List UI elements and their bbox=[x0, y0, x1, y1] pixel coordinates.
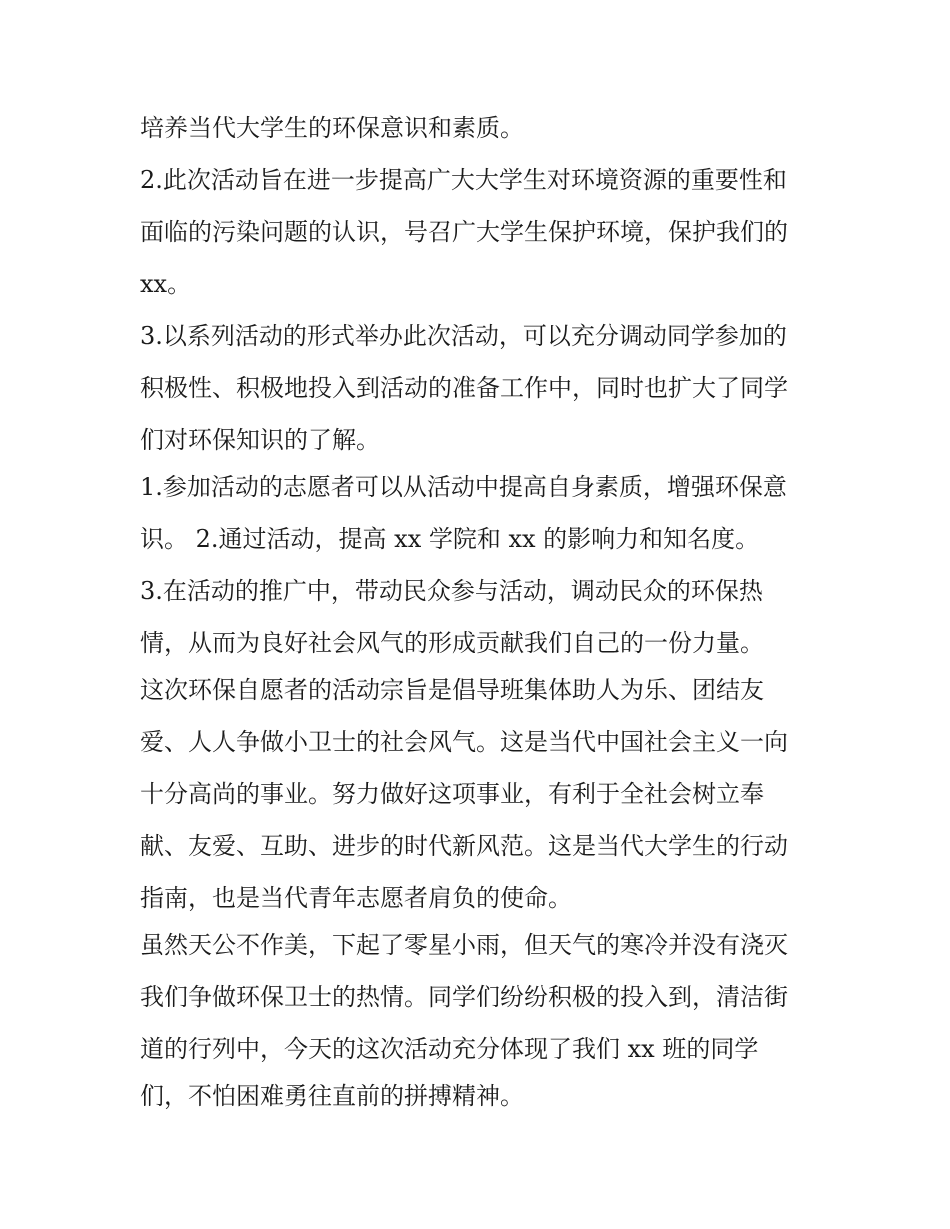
text-line: 情，从而为良好社会风气的形成贡献我们自己的一份力量。 bbox=[140, 629, 764, 657]
text-line: 爱、人人争做小卫士的社会风气。这是当代中国社会主义一向 bbox=[140, 728, 788, 756]
text-line: 这次环保自愿者的活动宗旨是倡导班集体助人为乐、团结友 bbox=[140, 676, 764, 704]
text-line: 识。 2.通过活动，提高 xx 学院和 xx 的影响力和知名度。 bbox=[140, 525, 760, 553]
text-line: 献、友爱、互助、进步的时代新风范。这是当代大学生的行动 bbox=[140, 832, 788, 860]
text-line: 培养当代大学生的环保意识和素质。 bbox=[140, 114, 524, 142]
text-line: 2.此次活动旨在进一步提高广大大学生对环境资源的重要性和 bbox=[140, 166, 787, 194]
text-line: 们对环保知识的了解。 bbox=[140, 426, 380, 454]
text-line: 十分高尚的事业。努力做好这项事业，有利于全社会树立奉 bbox=[140, 780, 764, 808]
text-line: 3.以系列活动的形式举办此次活动，可以充分调动同学参加的 bbox=[140, 322, 787, 350]
text-line: 们，不怕困难勇往直前的拼搏精神。 bbox=[140, 1082, 524, 1110]
text-line: xx。 bbox=[140, 270, 192, 298]
text-line: 虽然天公不作美，下起了零星小雨，但天气的寒冷并没有浇灭 bbox=[140, 931, 788, 959]
text-line: 面临的污染问题的认识，号召广大学生保护环境，保护我们的 bbox=[140, 218, 788, 246]
text-line: 指南，也是当代青年志愿者肩负的使命。 bbox=[140, 884, 572, 912]
text-line: 1.参加活动的志愿者可以从活动中提高自身素质，增强环保意 bbox=[140, 473, 787, 501]
text-line: 3.在活动的推广中，带动民众参与活动，调动民众的环保热 bbox=[140, 577, 763, 605]
text-line: 积极性、积极地投入到活动的准备工作中，同时也扩大了同学 bbox=[140, 374, 788, 402]
text-line: 道的行列中，今天的这次活动充分体现了我们 xx 班的同学 bbox=[140, 1035, 759, 1063]
text-line: 我们争做环保卫士的热情。同学们纷纷积极的投入到，清洁街 bbox=[140, 983, 788, 1011]
